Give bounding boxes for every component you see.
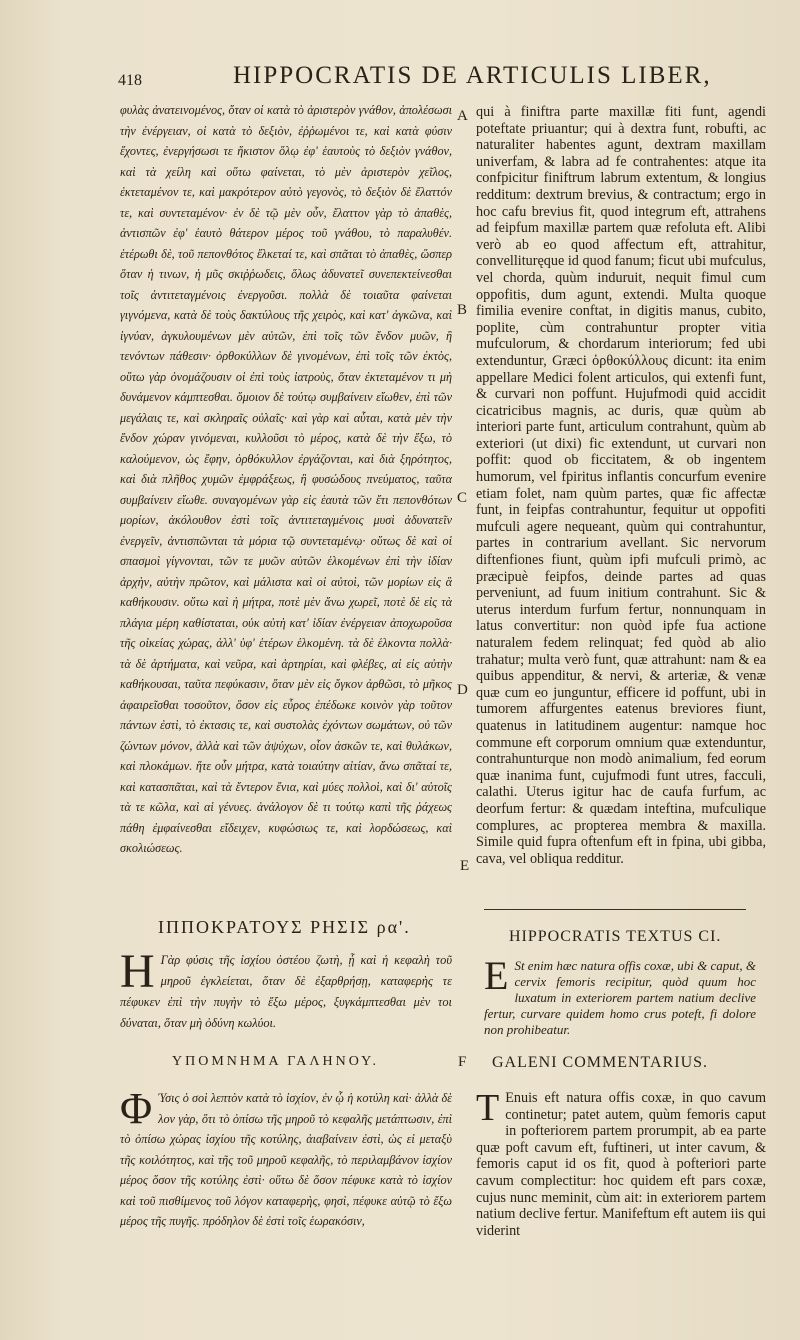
page-header xyxy=(118,52,758,92)
latin-commentary-bottom-text: Enuis eft natura offis coxæ, in quo cavum continetur; patet autem, quùm femoris caput in pofteriorem partem prorumpit, ab ea parte quæ poft cavum eft, fuftineri, ut inter cavum, & femoris caput id os fit, quod à pofteriori parte cavum complectitur: hoc quidem eft pars coxæ, cujus nunc meminit, cùm ait: in exteriorem partem natium declive fertur. Manifeftum eft autem iis qui viderint xyxy=(476,1090,766,1239)
margin-letter-d: D xyxy=(457,682,468,698)
latin-column-rule xyxy=(484,909,746,910)
latin-text-title: HIPPOCRATIS TEXTUS CI. xyxy=(509,928,722,945)
margin-letter-b: B xyxy=(457,302,468,318)
latin-commentary-top-text: qui à finiftra parte maxillæ fiti funt, agendi poteftate priuantur; qui à dextra funt, robufti, ac naturaliter habentes agunt, dextram maxillam univerfam, & labra ad fe contrahentes: atque ita confpicitur finiftrum labrum extentum, & longius redditum: dextrum brevius, & contractum; ergo in hoc cafu brevius fit, quod integrum eft, attrahens ad feipfum maxillæ partem quæ refoluta eft. Alibi verò ab eo quod affectum eft, attrahitur, convellituręque id quod fanum; ficut ubi mufculus, vel chorda, quùm induruit, nequit fimul cum oppofitis, dum agunt, extendi. Multa quoque fimilia evenire conftat, in digitis manus, cubito, poplite, cùm contrahuntur propter vitia mufculorum, & chordarum interiorum; fed ubi extenduntur, Græci ὀρθοκύλλους dicunt: ita enim appellare Medici folent articulos, qui extenfi funt, & curvari non poffunt. Hujufmodi quid accidit cicatricibus magnis, ac duris, quæ quùm ab interiori parte funt, articulum contrahunt, quùm ab exteriori (ut dixi) fic extendunt, ut curvari non poffit: quod ob ficcitatem, & ob ingentem humorum, vel fpiritus inflantis concurfum evenire etiam folet, nam quùm partes, quæ fic affectæ funt, in feipfas contrahuntur, fequitur ut oppofiti mufculi agere nequeant, quùm qui contrahuntur, partes in contrarium avellant. Sic nervorum diftenfiones fiunt, quùm ipfi mufculi primò, ac præcipuè feipfos, deinde partes ad quas perveniunt, ad fuum initium contrahunt. Sic & uterus interdum furfum fertur, nonnunquam in latus convertitur: non quòd ipfe fua actione naturalem fedem relinquat; fed quòd ab alio trahatur; multa verò funt, quæ attrahunt: nam & ea quibus appenditur, & nervi, & arteriæ, & venæ quæ cum eo junguntur, efficere id poffunt, ubi in tumorem affurgentes eatenus breviores fiunt, quatenus in latitudinem augentur: namque hoc commune eft corporum omnium quæ extenduntur, contrahunturque non modò animalium, fed eorum quæ inanima funt, cujufmodi funt utres, facculi, calathi. Uterus igitur hac de caufa furfum, ac deorfum fertur: & quædam inteftina, mufculique complures, ac propterea membra & maxilla. Simile quid fupra oftenfum eft in fpina, ubi gibba, cava, vel obliqua redditur. xyxy=(476,104,766,867)
margin-letter-a: A xyxy=(457,108,468,124)
greek-commentary-bottom-text: Ύσις ὁ σοὶ λεπτὸν κατὰ τὸ ἰσχίον, ἐν ᾧ ἡ κοτύλη καὶ· ἀλλὰ δὲ λον γὰρ, ὅτι τὸ ὀπίσω τῆς μηροῦ τὸ κεφαλῆς μετάπτωσιν, ἐπὶ τὸ ὀπίσω χώρας ἰσχίου τῆς κοτύλης, ἀιαβαίνειν ἐστὶ, ὡς εἰ μεταξὺ τῆς κοιλότητος, καὶ τῆς τοῦ μηροῦ κεφαλῆς, τὸ περιλαμβάνον ἰσχίον μέρος ὅσον τῆς κοτύλης ἐστὶ· οὕτω δὲ ὅσον πέφυκε κατὰ τὸ ἰσχίον καὶ τοῦ πισθίμενος τοῦ λόγον καταφερὴς, φησὶ, πέφυκε αὐτῷ τὸ ἔξω μέρος τῆς πυγῆς. πρόδηλον δὲ ἐστὶ τοῖς ἑωρακόσιν, xyxy=(120,1091,452,1228)
greek-text-body: Γὰρ φύσις τῆς ἰσχίου ὀστέου ζωτὴ, ᾗ καὶ ἡ κεφαλὴ τοῦ μηροῦ ἐγκλείεται, ὅταν δὲ ἐξαρθρήσῃ, καταφερὴς τε πέφυκεν ἐπὶ τὴν πυγὴν τὸ ἔξω μέρος, ξυγκάμπτεσθαι μὲν τοι δύναται, ὅταν μὴ ὀδύνη κωλύοι. xyxy=(120,953,452,1030)
latin-text-block xyxy=(484,958,756,1038)
greek-commentary-top-text: φυλὰς ἀνατεινομένος, ὅταν οἱ κατὰ τὸ ἀριστερὸν γνάθον, ἀπολέσωσι τὴν ἐνέργειαν, οἱ κατὰ τὸ δεξιὸν, ἐῤῥωμένοι τε, καὶ κατὰ φύσιν ἔχοντες, ἐνεργήσωσι τε ἥκιστον ὅλῳ ἐφ' ἑαυτοὺς τὸ δεξιὸν γνάθον, καὶ τὰ χείλη καὶ οὕτω φαίνεται, τὸ μὲν ἀριστερὸν χεῖλος, ἐκτεταμένον τε, καὶ μακρότερον αὐτὸ γεγονὸς, τὸ δεξιὸν δὲ ἔλαττόν τε, καὶ συντεταμένον· ἐν δὲ τῷ μὲν οὖν, ἔλαττον γὰρ τὸ ἀπαθὲς, ἀντισπῶν ἐφ' ἑαυτὸ θάτερον μέρος τοῦ γνάθου, τὸ παραλυθέν. ἑτέρωθι δὲ, τοῦ πεπονθότος ἕλκεταί τε, καὶ σπᾶται τὸ ἀπαθὲς, ὥσπερ ὅταν ἡ τινων, ἡ μῦς σκιῤῥωδεις, ὅλως ἀδυνατεῖ συνεπεκτείνεσθαι τοῖς ἀντιτεταγμένοις ἐνεργοῦσι. πολλὰ δὲ τοιαῦτα φαίνεται γιγνόμενα, κατὰ δὲ τοὺς δακτύλους τῆς χειρὸς, καὶ κατ' ἀγκῶνα, καὶ ἰγνύαν, ἀγκυλουμένων μὲν αὐτῶν, ἐπὶ τοῖς τῶν ἔνδον μυῶν, ἢ τενόντων πάθεσιν· ὀρθοκύλλων δὲ γινομένων, ἐπὶ τοῖς τῶν ἐκτὸς, οὕτω γὰρ ὀνομάζουσιν οἱ ἐπὶ τοὺς ἰατροὺς, ὅταν ἐκτεταμένον τι μὴ δυνάμενον κάμπτεσθαι. ὅμοιον δὲ τούτῳ συμβαίνειν εἴωθεν, ἐπὶ τῶν μεγάλαις τε, καὶ σκληραῖς οὐλαῖς· καὶ γὰρ καὶ αὗται, κατὰ μὲν τὴν ἔνδον χώραν γινόμεναι, κυλλοῦσι τὸ μέρος, κατὰ δὲ τὴν ἔξω, τὸ καλούμενον, ὡς ἔφην, ὀρθόκυλλον ἐργάζονται, καὶ διὰ ξηρότητος, καὶ διὰ πλῆθος χυμῶν ἐμφράξεως, ἢ φυσώδους πνεύματος, ταῦτα συμβαίνειν εἴωθε. συναγομένων γὰρ εἰς ἑαυτὰ τῶν ἔτι πεπονθότων μορίων, ἀκόλουθον ἐστὶ τοῖς ἀντιτεταγμένοις μυσὶ ἀδυνατεῖν ἐνεργεῖν, ἀντισπῶνται τὰ μόρια τῷ συντεταμένῳ· οὕτως δὲ καὶ οἱ σπασμοὶ γίγνονται, τῶν τε μυῶν αὐτῶν ἑλκομένων ἐπὶ τὴν ἰδίαν ἀρχὴν, αὐτὴν πρῶτον, καὶ μάλιστα καὶ οἱ αὐτοὶ, τῶν μορίων εἰς ἃ καθήκουσιν. οὕτω καὶ ἡ μήτρα, ποτὲ μὲν ἄνω χωρεῖ, ποτὲ δὲ εἰς τὰ πλάγια μέρη καθίσταται, οὐκ αὐτὴ κατ' ἰδίαν ἐνέργειαν ἀποχωροῦσα τῆς οἰκείας χώρας, ἀλλ' ὑφ' ἑτέρων ἑλκομένη. τὰ δὲ ἑλκοντα πολλὰ· τὰ δὲ ἀρτήματα, καὶ νεῦρα, καὶ ἀρτηρίαι, καὶ φλέβες, αἱ εἰς αὐτὴν καθήκουσαι, ταῦτα πεφύκασιν, ὅταν μὲν εἰς ὄγκον ἀρθῶσι, τὸ μῆκος ἀφαιρεῖσθαι τοσοῦτον, ὅσον εἰς εὖρος ἐπέδωκε κοινὸν γὰρ τοῦτον πάντων ἐστὶ, τὸ ἐκτασις τε, καὶ συστολὰς ἐχόντων σωμάτων, οὐ τῶν ζώντων μόνον, ἀλλὰ καὶ τῶν ἀψύχων, οἷον ἀσκῶν τε, καὶ θυλάκων, καὶ πλοκάμων. ἥτε οὖν μήτρα, κατὰ τοιαύτην αἰτίαν, ἄνω σπᾶταί τε, καὶ κατασπᾶται, καὶ τὰ ἔντερον ἔνια, καὶ μύες πολλοὶ, καὶ δι' αὐτοῖς τὰ τε κῶλα, καὶ αἱ γένυες. ἀνάλογον δὲ τι τούτῳ καπὶ τῆς ῥάχεως πάθη ἐμφαίνεσθαι εἴδειχεν, κυφώσιως τε, καὶ λορδώσεως, καὶ σκολιώσεως. xyxy=(120,103,452,855)
page-number: 418 xyxy=(118,72,142,89)
latin-commentary-dropcap: T xyxy=(476,1090,500,1129)
margin-letter-e: E xyxy=(460,858,470,874)
running-title: HIPPOCRATIS DE ARTICULIS LIBER, xyxy=(233,62,712,89)
greek-commentary-bottom-column xyxy=(120,1088,452,1254)
greek-text-dropcap: Η xyxy=(120,950,155,998)
latin-text-body: St enim hæc natura offis coxæ, ubi & caput, & cervix femoris recipitur, quòd quum hoc luxatum in exteriorem partem natium declive fertur, curvare quidem homo crus poteft, fi dolore non prohibeatur. xyxy=(484,958,756,1037)
greek-text-title: ΙΠΠΟΚΡΑΤΟΥΣ ΡΗΣΙΣ ρα'. xyxy=(158,917,411,937)
greek-commentary-dropcap: Φ xyxy=(120,1088,153,1133)
latin-commentary-title: GALENI COMMENTARIUS. xyxy=(492,1054,709,1071)
margin-letter-c: C xyxy=(457,490,468,506)
greek-commentary-title: ΥΠΟΜΝΗΜΑ ΓΑΛΗΝΟΥ. xyxy=(172,1054,379,1069)
latin-commentary-top-column xyxy=(476,104,766,882)
greek-text-block xyxy=(120,950,452,1042)
latin-commentary-bottom-column xyxy=(476,1090,766,1256)
margin-letter-f: F xyxy=(458,1054,467,1070)
latin-text-dropcap: E xyxy=(484,958,509,998)
greek-commentary-top-column xyxy=(120,100,452,888)
